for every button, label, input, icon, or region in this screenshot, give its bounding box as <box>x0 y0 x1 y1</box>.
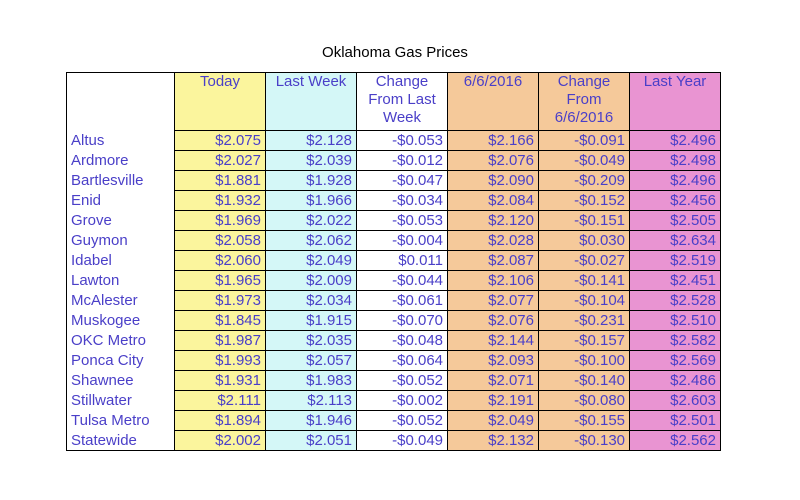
city-name: Guymon <box>71 232 128 249</box>
cell-change-last-week: -$0.048 <box>357 331 448 351</box>
cell-today: $1.894 <box>175 411 266 431</box>
cell-today: $1.969 <box>175 211 266 231</box>
cell-last-year: $2.603 <box>630 391 721 411</box>
cell-today: $1.973 <box>175 291 266 311</box>
city-name: McAlester <box>71 292 138 309</box>
cell-last-week: $1.946 <box>266 411 357 431</box>
cell-last-week: $2.051 <box>266 431 357 451</box>
cell-last-week: $1.915 <box>266 311 357 331</box>
cell-today: $2.075 <box>175 131 266 151</box>
cell-last-week: $2.022 <box>266 211 357 231</box>
cell-last-year: $2.582 <box>630 331 721 351</box>
cell-date-2016: $2.106 <box>448 271 539 291</box>
cell-last-week: $2.039 <box>266 151 357 171</box>
cell-date-2016: $2.120 <box>448 211 539 231</box>
gas-prices-table <box>66 72 721 451</box>
cell-today: $1.881 <box>175 171 266 191</box>
page-title <box>0 44 800 61</box>
cell-date-2016: $2.087 <box>448 251 539 271</box>
cell-last-year: $2.505 <box>630 211 721 231</box>
cell-change-2016: -$0.027 <box>539 251 630 271</box>
cell-change-last-week: -$0.012 <box>357 151 448 171</box>
cell-today: $2.058 <box>175 231 266 251</box>
cell-change-last-week: -$0.064 <box>357 351 448 371</box>
cell-last-week: $2.113 <box>266 391 357 411</box>
cell-today: $1.931 <box>175 371 266 391</box>
cell-today: $1.965 <box>175 271 266 291</box>
cell-change-last-week: -$0.047 <box>357 171 448 191</box>
cell-change-last-week: $0.011 <box>357 251 448 271</box>
cell-today: $1.845 <box>175 311 266 331</box>
column-header-last-year: Last Year <box>630 73 721 131</box>
column-header-change-2016: Change From 6/6/2016 <box>539 73 630 131</box>
city-name: Ardmore <box>71 152 129 169</box>
city-name: OKC Metro <box>71 332 147 349</box>
cell-last-week: $2.035 <box>266 331 357 351</box>
cell-date-2016: $2.071 <box>448 371 539 391</box>
cell-last-year: $2.498 <box>630 151 721 171</box>
cell-change-last-week: -$0.053 <box>357 211 448 231</box>
cell-change-2016: -$0.104 <box>539 291 630 311</box>
cell-last-year: $2.510 <box>630 311 721 331</box>
cell-last-week: $2.062 <box>266 231 357 251</box>
cell-date-2016: $2.166 <box>448 131 539 151</box>
city-name: Bartlesville <box>71 172 144 189</box>
cell-date-2016: $2.144 <box>448 331 539 351</box>
cell-last-week: $2.034 <box>266 291 357 311</box>
cell-last-week: $1.966 <box>266 191 357 211</box>
table-row <box>67 231 721 251</box>
cell-change-2016: -$0.140 <box>539 371 630 391</box>
cell-today: $2.002 <box>175 431 266 451</box>
cell-date-2016: $2.090 <box>448 171 539 191</box>
cell-change-last-week: -$0.004 <box>357 231 448 251</box>
cell-change-2016: -$0.080 <box>539 391 630 411</box>
cell-date-2016: $2.191 <box>448 391 539 411</box>
cell-change-last-week: -$0.070 <box>357 311 448 331</box>
cell-change-2016: -$0.141 <box>539 271 630 291</box>
table-row <box>67 131 721 151</box>
cell-date-2016: $2.132 <box>448 431 539 451</box>
column-header-change-last-week: Change From Last Week <box>357 73 448 131</box>
cell-change-2016: -$0.130 <box>539 431 630 451</box>
city-name: Altus <box>71 132 105 149</box>
cell-last-year: $2.496 <box>630 171 721 191</box>
cell-change-2016: -$0.155 <box>539 411 630 431</box>
cell-today: $2.027 <box>175 151 266 171</box>
cell-last-year: $2.496 <box>630 131 721 151</box>
table-row <box>67 391 721 411</box>
table-row <box>67 331 721 351</box>
table-row <box>67 371 721 391</box>
cell-change-2016: -$0.049 <box>539 151 630 171</box>
column-header-today: Today <box>175 73 266 131</box>
cell-last-week: $2.057 <box>266 351 357 371</box>
cell-change-2016: $0.030 <box>539 231 630 251</box>
city-name: Grove <box>71 212 112 229</box>
cell-last-week: $2.009 <box>266 271 357 291</box>
corner-cell <box>67 73 175 131</box>
cell-change-2016: -$0.151 <box>539 211 630 231</box>
cell-date-2016: $2.028 <box>448 231 539 251</box>
table-row <box>67 151 721 171</box>
cell-last-year: $2.569 <box>630 351 721 371</box>
cell-change-last-week: -$0.044 <box>357 271 448 291</box>
cell-change-2016: -$0.231 <box>539 311 630 331</box>
cell-change-2016: -$0.152 <box>539 191 630 211</box>
cell-change-last-week: -$0.049 <box>357 431 448 451</box>
city-name: Idabel <box>71 252 112 269</box>
column-header-date-2016: 6/6/2016 <box>448 73 539 131</box>
column-header-last-week: Last Week <box>266 73 357 131</box>
cell-last-year: $2.528 <box>630 291 721 311</box>
city-name: Stillwater <box>71 392 132 409</box>
cell-date-2016: $2.076 <box>448 151 539 171</box>
cell-change-2016: -$0.100 <box>539 351 630 371</box>
cell-last-week: $2.049 <box>266 251 357 271</box>
cell-date-2016: $2.084 <box>448 191 539 211</box>
cell-last-week: $1.928 <box>266 171 357 191</box>
city-name: Muskogee <box>71 312 141 329</box>
table-body <box>67 131 721 451</box>
table-row <box>67 191 721 211</box>
table-row <box>67 271 721 291</box>
cell-last-year: $2.451 <box>630 271 721 291</box>
table-row <box>67 431 721 451</box>
cell-today: $2.060 <box>175 251 266 271</box>
cell-today: $1.932 <box>175 191 266 211</box>
cell-change-last-week: -$0.052 <box>357 371 448 391</box>
cell-last-year: $2.562 <box>630 431 721 451</box>
cell-last-year: $2.456 <box>630 191 721 211</box>
cell-date-2016: $2.076 <box>448 311 539 331</box>
city-name: Shawnee <box>71 372 134 389</box>
cell-change-last-week: -$0.002 <box>357 391 448 411</box>
cell-last-year: $2.501 <box>630 411 721 431</box>
cell-today: $1.987 <box>175 331 266 351</box>
cell-change-2016: -$0.157 <box>539 331 630 351</box>
cell-last-year: $2.486 <box>630 371 721 391</box>
table-row <box>67 311 721 331</box>
cell-change-last-week: -$0.034 <box>357 191 448 211</box>
table-row <box>67 411 721 431</box>
cell-change-last-week: -$0.053 <box>357 131 448 151</box>
table-row <box>67 351 721 371</box>
cell-last-year: $2.519 <box>630 251 721 271</box>
cell-last-year: $2.634 <box>630 231 721 251</box>
cell-change-2016: -$0.091 <box>539 131 630 151</box>
cell-date-2016: $2.093 <box>448 351 539 371</box>
cell-today: $2.111 <box>175 391 266 411</box>
cell-last-week: $2.128 <box>266 131 357 151</box>
city-name: Statewide <box>71 431 137 449</box>
table-row <box>67 171 721 191</box>
table-row <box>67 211 721 231</box>
city-name: Lawton <box>71 272 120 289</box>
cell-change-last-week: -$0.052 <box>357 411 448 431</box>
table-row <box>67 291 721 311</box>
table-row <box>67 251 721 271</box>
cell-today: $1.993 <box>175 351 266 371</box>
header-row <box>67 73 721 131</box>
cell-last-week: $1.983 <box>266 371 357 391</box>
cell-change-last-week: -$0.061 <box>357 291 448 311</box>
cell-change-2016: -$0.209 <box>539 171 630 191</box>
cell-date-2016: $2.077 <box>448 291 539 311</box>
city-name: Enid <box>71 192 102 209</box>
title-text: Oklahoma Gas Prices <box>322 44 468 61</box>
cell-date-2016: $2.049 <box>448 411 539 431</box>
city-name: Ponca City <box>71 352 144 369</box>
city-name: Tulsa Metro <box>71 412 150 429</box>
